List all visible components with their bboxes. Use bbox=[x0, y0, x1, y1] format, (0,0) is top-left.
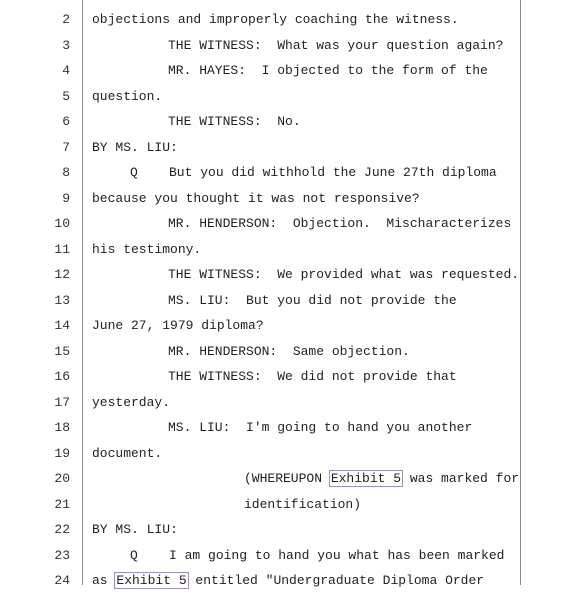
line-text: Q But you did withhold the June 27th diploma bbox=[130, 165, 497, 180]
line-number: 18 bbox=[54, 420, 70, 435]
line-number: 17 bbox=[54, 394, 70, 410]
transcript-line bbox=[0, 543, 585, 569]
transcript-lines bbox=[0, 7, 585, 594]
transcript-line bbox=[0, 160, 585, 186]
transcript-line bbox=[0, 237, 585, 263]
transcript-line bbox=[0, 466, 585, 492]
transcript-line bbox=[0, 33, 585, 59]
line-text: June 27, 1979 diploma? bbox=[92, 318, 264, 333]
line-text bbox=[92, 573, 484, 589]
line-text: THE WITNESS: We did not provide that bbox=[168, 369, 457, 384]
exhibit-5-link[interactable]: Exhibit 5 bbox=[116, 573, 187, 588]
line-text: THE WITNESS: What was your question again? bbox=[168, 37, 504, 53]
transcript-line bbox=[0, 390, 585, 416]
line-text-before: (WHEREUPON bbox=[244, 471, 330, 486]
line-number: 6 bbox=[62, 114, 70, 129]
line-number: 20 bbox=[54, 471, 70, 486]
line-text: MS. LIU: But you did not provide the bbox=[168, 292, 457, 308]
transcript-line bbox=[0, 339, 585, 365]
exhibit-5-link[interactable]: Exhibit 5 bbox=[330, 471, 402, 486]
line-text: THE WITNESS: We provided what was requested. bbox=[168, 267, 520, 282]
line-number: 7 bbox=[62, 139, 70, 155]
line-number: 4 bbox=[62, 63, 70, 78]
line-number: 16 bbox=[54, 369, 70, 384]
line-text: yesterday. bbox=[92, 394, 171, 410]
line-number: 14 bbox=[54, 318, 70, 333]
line-text: objections and improperly coaching the witness. bbox=[92, 12, 459, 27]
transcript-line bbox=[0, 517, 585, 543]
transcript-line bbox=[0, 441, 585, 467]
line-text: MR. HENDERSON: Objection. Mischaracterizes bbox=[168, 216, 512, 231]
line-text: his testimony. bbox=[92, 241, 202, 257]
line-text bbox=[92, 471, 519, 487]
transcript-line bbox=[0, 568, 585, 594]
line-number: 9 bbox=[62, 190, 70, 206]
line-text: identification) bbox=[244, 496, 362, 512]
line-text: MR. HAYES: I objected to the form of the bbox=[168, 63, 488, 78]
transcript-line bbox=[0, 313, 585, 339]
transcript-line bbox=[0, 211, 585, 237]
transcript-line bbox=[0, 84, 585, 110]
line-text: BY MS. LIU: bbox=[92, 139, 178, 155]
transcript-line bbox=[0, 109, 585, 135]
transcript-line bbox=[0, 7, 585, 33]
transcript-line bbox=[0, 288, 585, 314]
transcript-line bbox=[0, 262, 585, 288]
line-number: 13 bbox=[54, 292, 70, 308]
line-number: 11 bbox=[54, 241, 70, 257]
line-number: 2 bbox=[62, 12, 70, 27]
line-number: 19 bbox=[54, 445, 70, 461]
line-text: THE WITNESS: No. bbox=[168, 114, 301, 129]
line-number: 5 bbox=[62, 88, 70, 104]
line-text: question. bbox=[92, 88, 163, 104]
line-text-before: as bbox=[92, 573, 116, 588]
line-number: 12 bbox=[54, 267, 70, 282]
transcript-line bbox=[0, 364, 585, 390]
transcript-line bbox=[0, 135, 585, 161]
line-text-after: entitled "Undergraduate Diploma Order bbox=[187, 573, 485, 588]
transcript-line bbox=[0, 186, 585, 212]
line-text: document. bbox=[92, 445, 163, 461]
line-number: 8 bbox=[62, 165, 70, 180]
line-number: 23 bbox=[54, 547, 70, 563]
transcript-line bbox=[0, 415, 585, 441]
line-text: BY MS. LIU: bbox=[92, 522, 178, 537]
line-number: 22 bbox=[54, 522, 70, 537]
line-number: 21 bbox=[54, 496, 70, 512]
line-text: Q I am going to hand you what has been marked bbox=[130, 547, 505, 563]
line-number: 24 bbox=[54, 573, 70, 588]
line-number: 10 bbox=[54, 216, 70, 231]
transcript-line bbox=[0, 58, 585, 84]
line-text: MR. HENDERSON: Same objection. bbox=[168, 343, 410, 359]
line-text: MS. LIU: I'm going to hand you another bbox=[168, 420, 473, 435]
line-number: 3 bbox=[62, 37, 70, 53]
line-text-after: was marked for bbox=[402, 471, 520, 486]
line-number: 15 bbox=[54, 343, 70, 359]
line-text: because you thought it was not responsive? bbox=[92, 190, 420, 206]
transcript-line bbox=[0, 492, 585, 518]
